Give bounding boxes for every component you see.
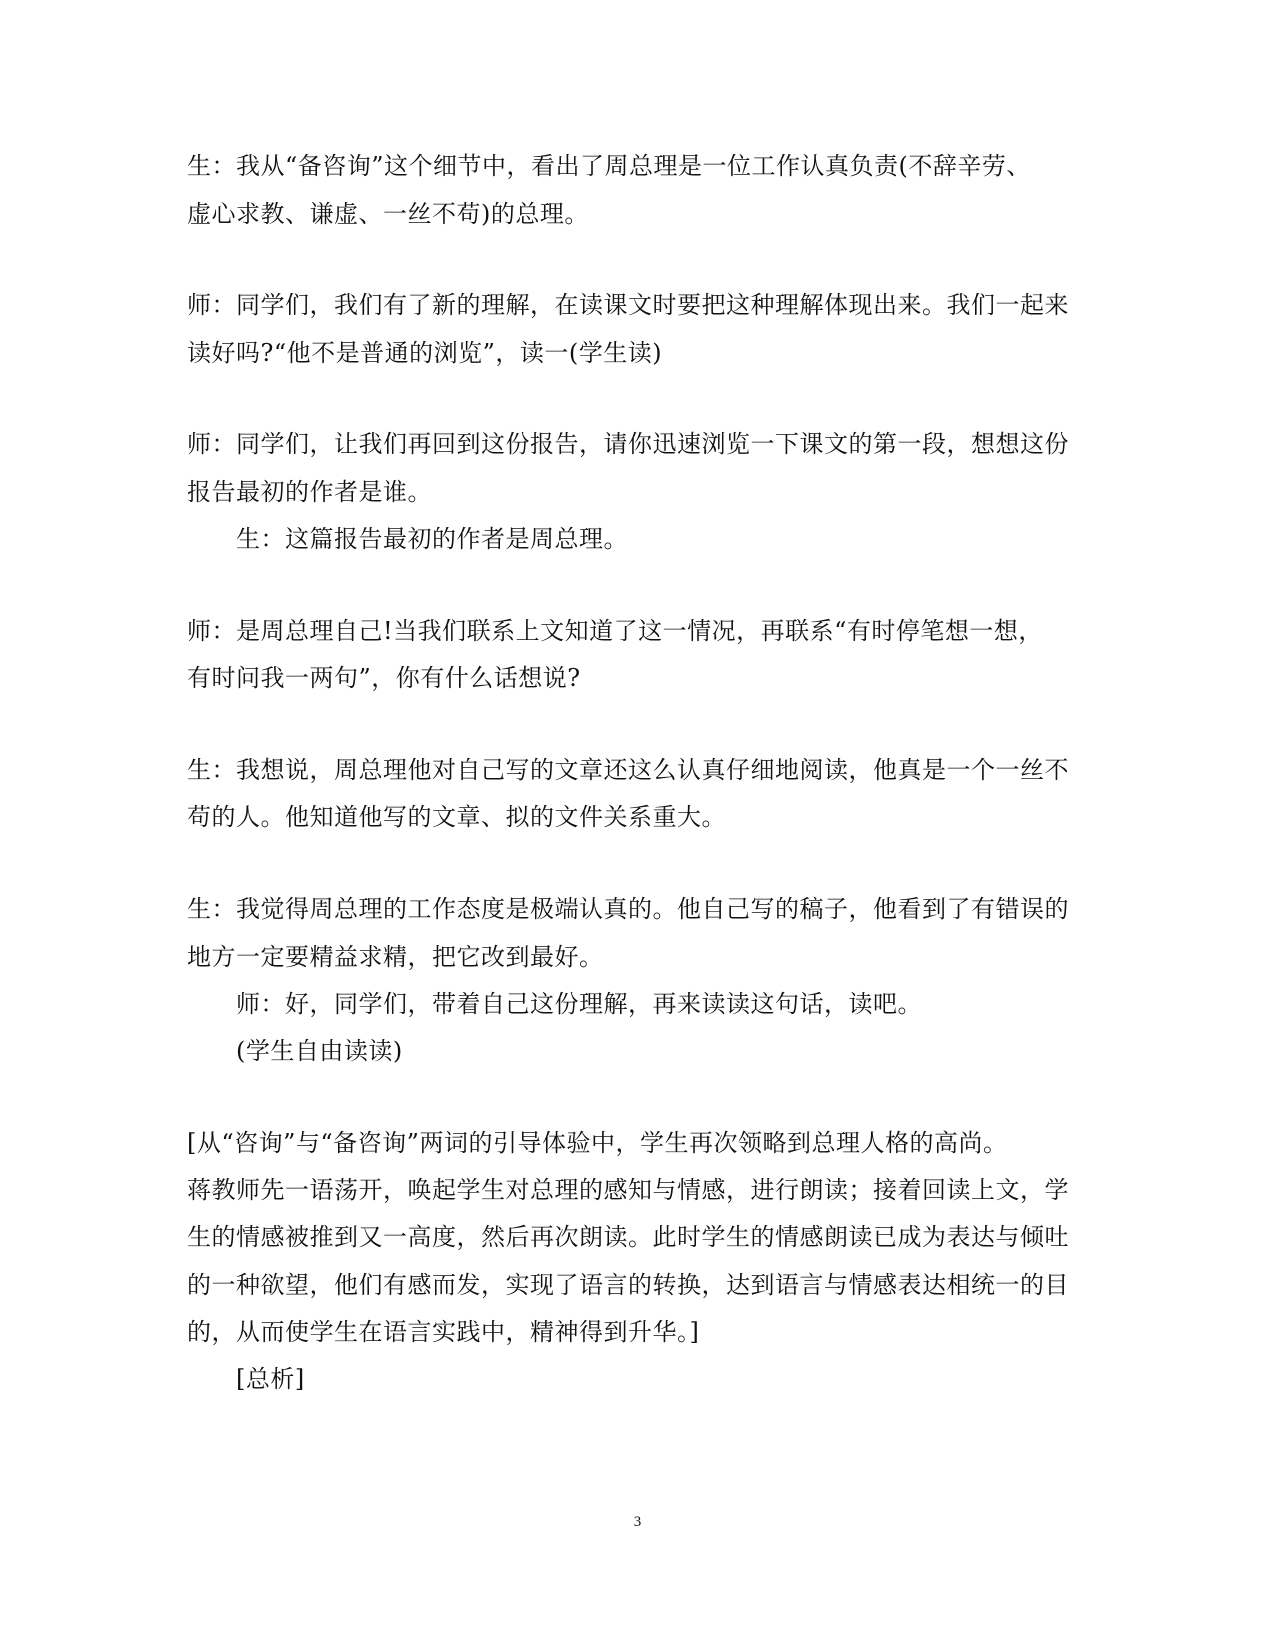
text-line: 师：好，同学们，带着自己这份理解，再来读读这句话，读吧。	[236, 990, 922, 1018]
text-line: 有时问我一两句”，你有什么话想说?	[187, 664, 581, 692]
text-line: 师：同学们，让我们再回到这份报告，请你迅速浏览一下课文的第一段，想想这份	[187, 430, 1069, 458]
page-number: 3	[633, 1514, 642, 1530]
text-line: 师：是周总理自己!当我们联系上文知道了这一情况，再联系“有时停笔想一想，	[187, 617, 1043, 645]
text-line: 苟的人。他知道他写的文章、拟的文件关系重大。	[187, 803, 726, 831]
text-line: 读好吗?“他不是普通的浏览”，读一(学生读)	[187, 339, 663, 367]
text-line: 生：我从“备咨询”这个细节中，看出了周总理是一位工作认真负责(不辞辛劳、	[187, 152, 1031, 180]
text-line: 师：同学们，我们有了新的理解，在读课文时要把这种理解体现出来。我们一起来	[187, 291, 1069, 319]
text-line: 生：我想说，周总理他对自己写的文章还这么认真仔细地阅读，他真是一个一丝不	[187, 756, 1069, 784]
text-line: 虚心求教、谦虚、一丝不苟)的总理。	[187, 200, 589, 228]
text-line: [总析]	[236, 1365, 305, 1393]
text-line: 报告最初的作者是谁。	[187, 478, 432, 506]
text-line: 生：我觉得周总理的工作态度是极端认真的。他自己写的稿子，他看到了有错误的	[187, 895, 1069, 923]
text-line: [从“咨询”与“备咨询”两词的引导体验中，学生再次领略到总理人格的高尚。	[187, 1129, 1008, 1157]
text-line: 生：这篇报告最初的作者是周总理。	[236, 525, 628, 553]
text-line: 蒋教师先一语荡开，唤起学生对总理的感知与情感，进行朗读；接着回读上文，学	[187, 1176, 1069, 1204]
text-line: 地方一定要精益求精，把它改到最好。	[187, 943, 604, 971]
text-line: 的一种欲望，他们有感而发，实现了语言的转换，达到语言与情感表达相统一的目	[187, 1271, 1069, 1299]
text-line: (学生自由读读)	[236, 1037, 403, 1065]
text-line: 的，从而使学生在语言实践中，精神得到升华。]	[187, 1318, 700, 1346]
text-line: 生的情感被推到又一高度，然后再次朗读。此时学生的情感朗读已成为表达与倾吐	[187, 1223, 1069, 1251]
